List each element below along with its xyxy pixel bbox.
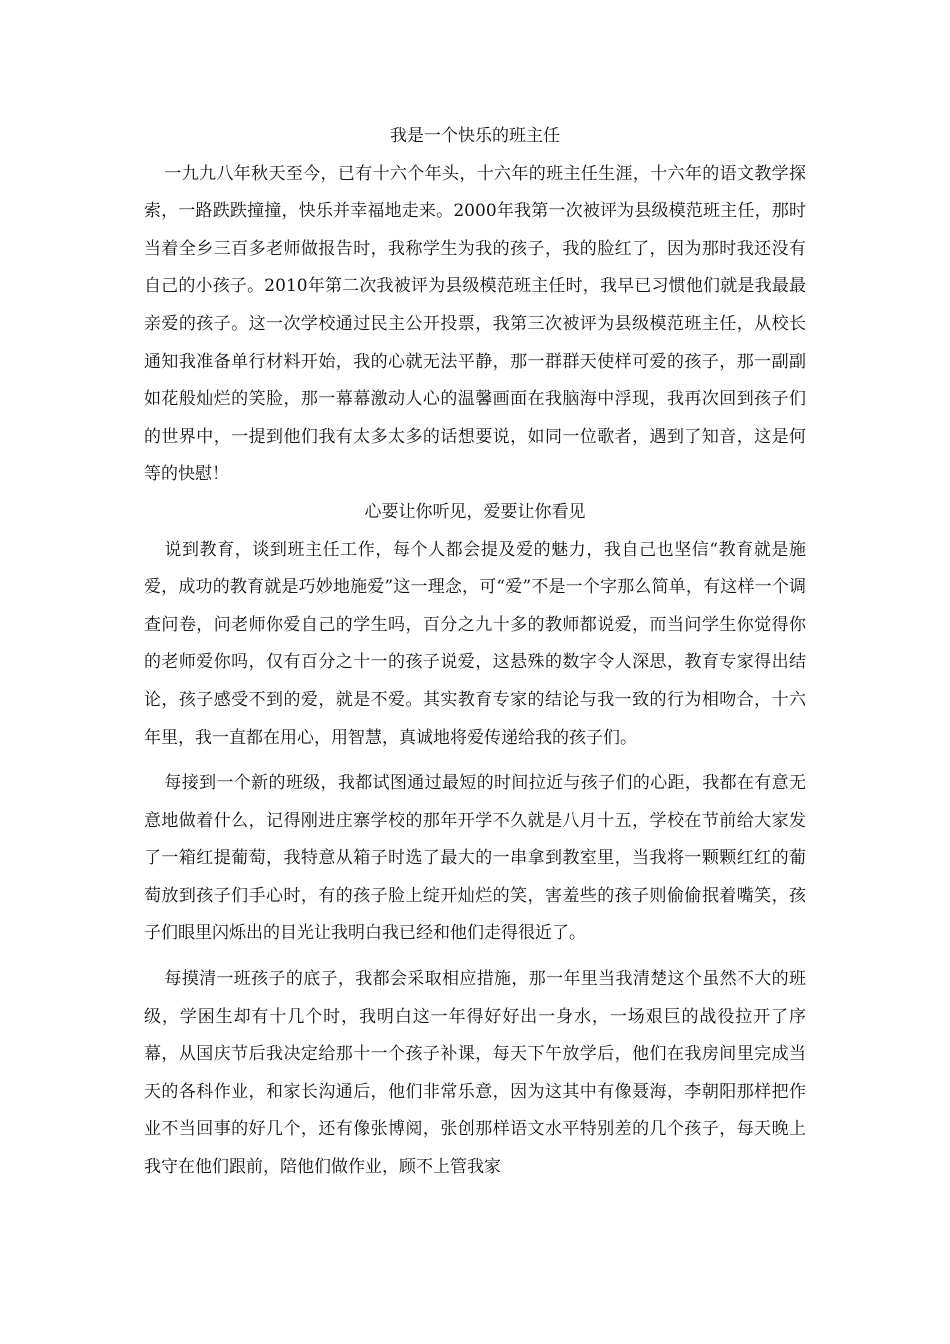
- document-page: [144, 118, 806, 1187]
- body-paragraph-1: 说到教育，谈到班主任工作，每个人都会提及爱的魅力，我自己也坚信“教育就是施爱，成功的教育就是巧妙地施爱”这一理念，可“爱”不是一个字那么简单，有这样一个调查问卷，问老师你爱自己的学生吗，百分之九十多的教师都说爱，而当问学生你觉得你的老师爱你吗，仅有百分之十一的孩子说爱，这悬殊的数字令人深思，教育专家得出结论，孩子感受不到的爱，就是不爱。其实教育专家的结论与我一致的行为相吻合，十六年里，我一直都在用心，用智慧，真诚地将爱传递给我的孩子们。: [144, 539, 806, 748]
- body-paragraph-3: 每摸清一班孩子的底子，我都会采取相应措施，那一年里当我清楚这个虽然不大的班级，学困生却有十几个时，我明白这一年得好好出一身水，一场艰巨的战役拉开了序幕，从国庆节后我决定给那十一个孩子补课，每天下午放学后，他们在我房间里完成当天的各科作业，和家长沟通后，他们非常乐意，因为这其中有像聂海，李朝阳那样把作业不当回事的好几个，还有像张博阅，张创那样语文水平特别差的几个孩子，每天晚上我守在他们跟前，陪他们做作业，顾不上管我家: [144, 969, 806, 1178]
- section-title: 心要让你听见，爱要让你看见: [364, 501, 586, 522]
- document-title: 我是一个快乐的班主任: [390, 126, 560, 146]
- body-paragraph-2: 每接到一个新的班级，我都试图通过最短的时间拉近与孩子们的心距，我都在有意无意地做着什么，记得刚进庄寨学校的那年开学不久就是八月十五，学校在节前给大家发了一箱红提葡萄，我特意从箱子时选了最大的一串拿到教室里，当我将一颗颗红红的葡萄放到孩子们手心时，有的孩子脸上绽开灿烂的笑，害羞些的孩子则偷偷抿着嘴笑，孩子们眼里闪烁出的目光让我明白我已经和他们走得很近了。: [144, 773, 806, 944]
- intro-paragraph: 一九九八年秋天至今，已有十六个年头，十六年的班主任生涯，十六年的语文教学探索，一路跌跌撞撞，快乐并幸福地走来。2000年我第一次被评为县级模范班主任，那时当着全乡三百多老师做报告时，我称学生为我的孩子，我的脸红了，因为那时我还没有自己的小孩子。2010年第二次我被评为县级模范班主任时，我早已习惯他们就是我最最亲爱的孩子。这一次学校通过民主公开投票，我第三次被评为县级模范班主任，从校长通知我准备单行材料开始，我的心就无法平静，那一群群天使样可爱的孩子，那一副副如花般灿烂的笑脸，那一幕幕激动人心的温馨画面在我脑海中浮现，我再次回到孩子们的世界中，一提到他们我有太多太多的话想要说，如同一位歌者，遇到了知音，这是何等的快慰！: [144, 163, 806, 485]
